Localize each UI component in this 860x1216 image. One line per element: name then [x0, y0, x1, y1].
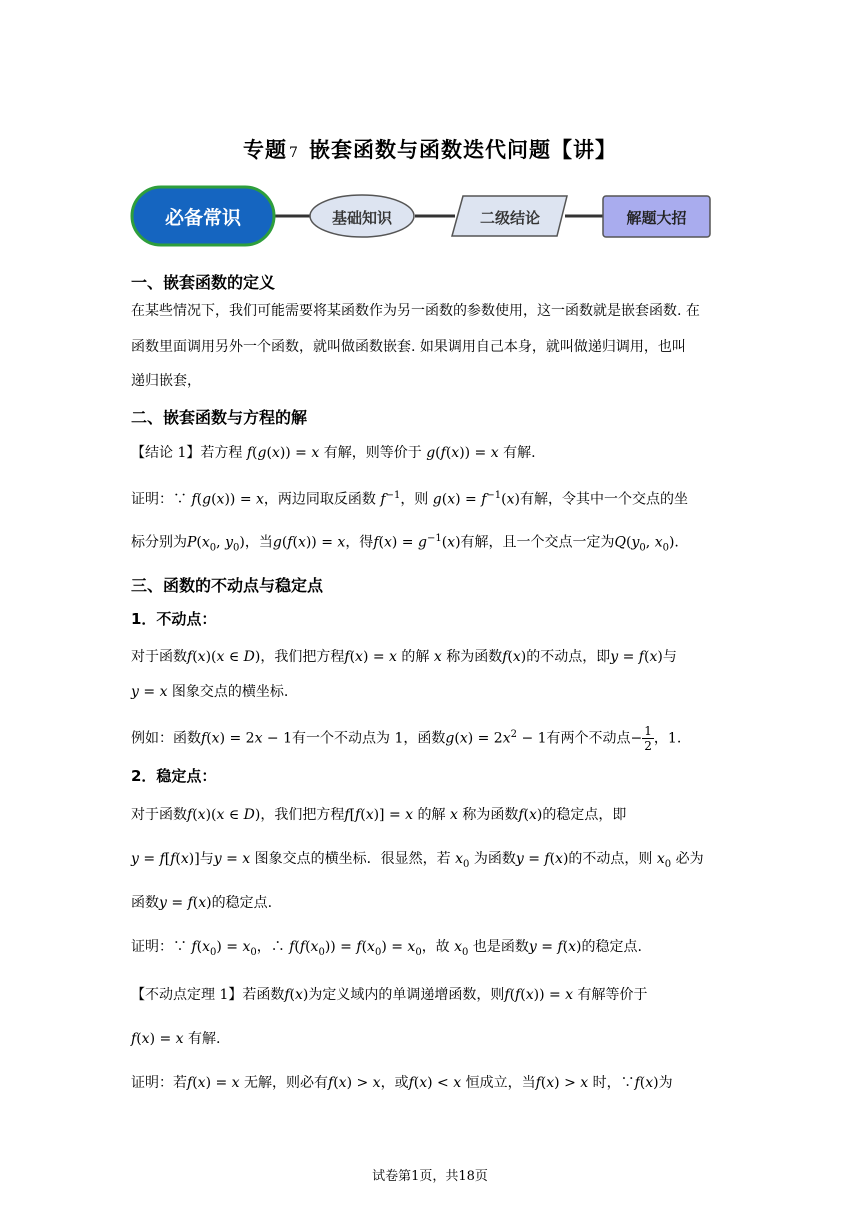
proof-1-line-2: 标分别为$P(x_0$, $y_0$)，当g(f(x)) = x，得$f(x) = g^{-1}(x)$有解，且一个交点一定为$Q(y_0$, $x_0$).	[131, 533, 679, 554]
fixed-point-def-line-2: y = x 图象交点的横坐标.	[131, 684, 289, 700]
theorem-1-line-2: f(x) = x 有解.	[131, 1031, 221, 1047]
section-nav	[130, 184, 720, 250]
conclusion-1: 【结论 1】若方程 f(g(x)) = x 有解，则等价于 g(f(x)) = x 有解.	[131, 445, 536, 461]
s1-paragraph-line-1: 在某些情况下，我们可能需要将某函数作为另一函数的参数使用，这一函数就是嵌套函数. 在	[131, 303, 700, 319]
page-footer: 试卷第1页，共18页	[372, 1169, 488, 1184]
s1-paragraph-line-2: 函数里面调用另外一个函数，就叫做函数嵌套. 如果调用自己本身，就叫做递归调用，也叫	[131, 339, 686, 355]
fixed-point-example: 例如：函数f(x) = 2x − 1有一个不动点为 1，函数$g(x) = 2x^2 - 1$有两个不动点− $\frac{1}{2}$ ，1.	[131, 724, 682, 753]
s1-paragraph-line-3: 递归嵌套，	[131, 373, 201, 389]
fixed-point-heading: 1．不动点：	[131, 610, 217, 628]
nav-item-2[interactable]: 基础知识	[331, 209, 392, 227]
proof-3-line-1: 证明：若f(x) = x 无解，则必有f(x) > x，或f(x) < x 恒成立，当f(x) > x 时，∵f(x)为	[131, 1075, 673, 1091]
proof-1-line-1: 证明：∵ f(g(x)) = x，两边同取反函数 $f^{-1}$，则 $g(x) = f^{-1}(x)$有解，令其中一个交点的坐	[131, 490, 688, 508]
stable-point-def-line-2: y = f[f(x)]与y = x 图象交点的横坐标．很显然，若 $x_0$ 为函数y = f(x)的不动点，则 $x_0$ 必为	[131, 851, 704, 870]
stable-point-heading: 2．稳定点：	[131, 767, 217, 785]
stable-point-def-line-3: 函数y = f(x)的稳定点.	[131, 895, 273, 911]
page-title: 专题 7 嵌套函数与函数迭代问题【讲】	[243, 137, 617, 162]
proof-2: 证明：∵ $f(x_0) = x_0$，∴ $f(f(x_0)) = f(x_0) = x_0$，故 $x_0$ 也是函数y = f(x)的稳定点.	[131, 939, 642, 958]
nav-item-1[interactable]: 必备常识	[164, 207, 241, 229]
section-1-heading: 一、嵌套函数的定义	[131, 273, 276, 292]
nav-item-3[interactable]: 二级结论	[479, 209, 540, 227]
nav-item-4[interactable]: 解题大招	[626, 209, 687, 227]
section-2-heading: 二、嵌套函数与方程的解	[131, 408, 308, 427]
theorem-1: 【不动点定理 1】若函数f(x)为定义域内的单调递增函数，则f(f(x)) = x 有解等价于	[131, 987, 648, 1003]
section-3-heading: 三、函数的不动点与稳定点	[131, 576, 324, 595]
stable-point-def-line-1: 对于函数f(x)(x ∈ D)，我们把方程f[f(x)] = x 的解 x 称为函数f(x)的稳定点，即	[131, 807, 627, 823]
fixed-point-def-line-1: 对于函数f(x)(x ∈ D)，我们把方程f(x) = x 的解 x 称为函数f(x)的不动点，即y = f(x)与	[131, 649, 677, 665]
